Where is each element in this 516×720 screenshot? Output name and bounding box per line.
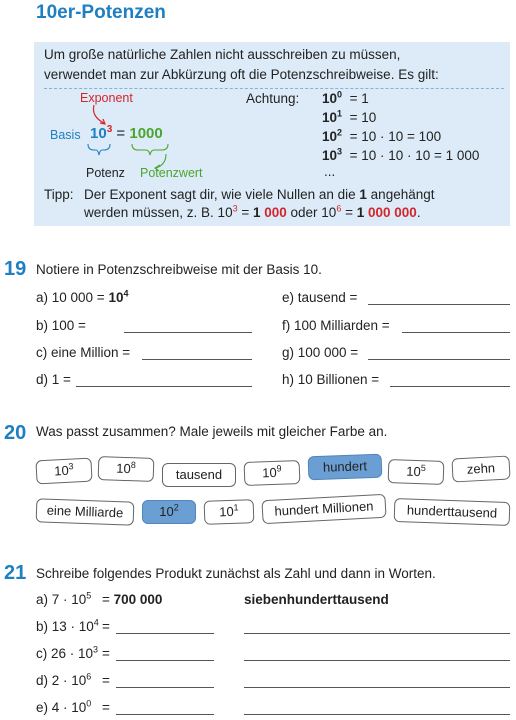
ex21-item-d-label: d) $2 \cdot 10^6$ [36, 671, 92, 688]
exercise-number-21: 21 [4, 562, 27, 584]
ex21-item-c-eq: = [102, 646, 110, 661]
achtung-ellipsis: ... [324, 164, 336, 179]
achtung-label: Achtung: [246, 91, 300, 106]
answer-field[interactable] [76, 372, 252, 387]
ex21-item-e-label: e) $4 \cdot 10^0$ [36, 698, 92, 715]
power-example [90, 125, 163, 142]
match-card[interactable]: tausend [162, 463, 236, 487]
ex19-item-d: d) 1 = [36, 372, 71, 387]
ex21-item-b-label: b) $13 \cdot 10^4$ [36, 617, 99, 634]
intro-line-2: verwendet man zur Abkürzung oft die Potenzschreibweise. Es gilt: [44, 67, 439, 82]
intro-line-1: Um große natürliche Zahlen nicht ausschreiben zu müssen, [44, 47, 401, 62]
answer-field[interactable] [142, 345, 252, 360]
words-answer-field[interactable] [244, 700, 510, 715]
words-answer-field[interactable] [244, 619, 510, 634]
match-card[interactable]: hunderttausend [394, 498, 511, 526]
answer-field[interactable] [402, 318, 510, 333]
number-answer-field[interactable] [116, 619, 214, 634]
match-card[interactable]: $10^3$ [35, 458, 92, 485]
achtung-row: $10^1 = 10$ [322, 108, 377, 125]
ex19-item-f: f) 100 Milliarden = [282, 318, 390, 333]
words-answer-field[interactable] [244, 646, 510, 661]
match-card[interactable]: $10^8$ [98, 456, 155, 482]
ex21-item-a-label: a) $7 \cdot 10^5$ [36, 590, 92, 607]
tipp-line-1: Der Exponent sagt dir, wie viele Nullen an die 1 angehängt [84, 187, 435, 202]
achtung-rows [322, 91, 479, 181]
match-card-highlighted[interactable]: $10^2$ [142, 500, 196, 524]
page-title: 10er-Potenzen [36, 2, 166, 23]
number-answer-field[interactable] [116, 646, 214, 661]
match-card[interactable]: eine Milliarde [36, 498, 135, 525]
potenz-label: Potenz [86, 166, 125, 180]
match-card[interactable]: hundert Millionen [261, 494, 386, 524]
match-card-highlighted[interactable]: hundert [308, 454, 383, 481]
ex21-item-a-words: siebenhunderttausend [244, 592, 389, 607]
ex21-item-d-eq: = [102, 673, 110, 688]
match-card[interactable]: zehn [451, 455, 510, 482]
match-card[interactable]: $10^9$ [244, 460, 301, 486]
achtung-row: $10^2 = 10 \cdot 10 = 100$ [322, 127, 442, 144]
basis-label: Basis [50, 128, 81, 142]
exercise-21-instruction: Schreibe folgendes Produkt zunächst als Zahl und dann in Worten. [36, 566, 436, 581]
answer-field[interactable] [390, 372, 510, 387]
divider [44, 88, 504, 89]
ex19-item-h: h) 10 Billionen = [282, 372, 380, 387]
number-answer-field[interactable] [116, 700, 214, 715]
ex19-item-c: c) eine Million = [36, 345, 131, 360]
ex21-item-a-answer: = 700 000 [102, 592, 163, 607]
exponent-label: Exponent [80, 91, 133, 105]
ex19-item-g: g) 100 000 = [282, 345, 359, 360]
exercise-number-19: 19 [4, 258, 27, 280]
tipp-label: Tipp: [44, 187, 74, 202]
ex19-item-a: a) 10 $000 = 10^4$ [36, 288, 129, 305]
words-answer-field[interactable] [244, 673, 510, 688]
base-value: 10 [90, 125, 107, 142]
ex21-item-e-eq: = [102, 700, 110, 715]
number-answer-field[interactable] [116, 673, 214, 688]
tipp-line-2: werden müssen, z. B. $10^3 = 1$ 000 oder $10^6 = 1$ 000 000. [84, 203, 421, 220]
potenzwert-label: Potenzwert [140, 166, 203, 180]
ex19-item-b: b) 100 = [36, 318, 86, 333]
achtung-row: $10^3 = 10 \cdot 10 \cdot 10 = 1$ 000 [322, 146, 480, 163]
match-card[interactable]: $10^5$ [388, 459, 445, 485]
answer-field[interactable] [368, 345, 510, 360]
exercise-number-20: 20 [4, 422, 27, 444]
ex21-item-c-label: c) $26 \cdot 10^3$ [36, 644, 99, 661]
exponent-value: 3 [106, 124, 113, 135]
exercise-19-instruction: Notiere in Potenzschreibweise mit der Basis 10. [36, 262, 322, 277]
answer-field[interactable] [368, 290, 510, 305]
power-value: 1000 [129, 125, 163, 142]
achtung-row: $10^0 = 1$ [322, 89, 369, 106]
exercise-20-instruction: Was passt zusammen? Male jeweils mit gleicher Farbe an. [36, 424, 388, 439]
ex19-item-e: e) tausend = [282, 290, 358, 305]
equals-sign: = [116, 125, 126, 142]
ex21-item-b-eq: = [102, 619, 110, 634]
answer-field[interactable] [124, 318, 252, 333]
match-card[interactable]: $10^1$ [204, 499, 255, 525]
intro-text [44, 45, 504, 85]
